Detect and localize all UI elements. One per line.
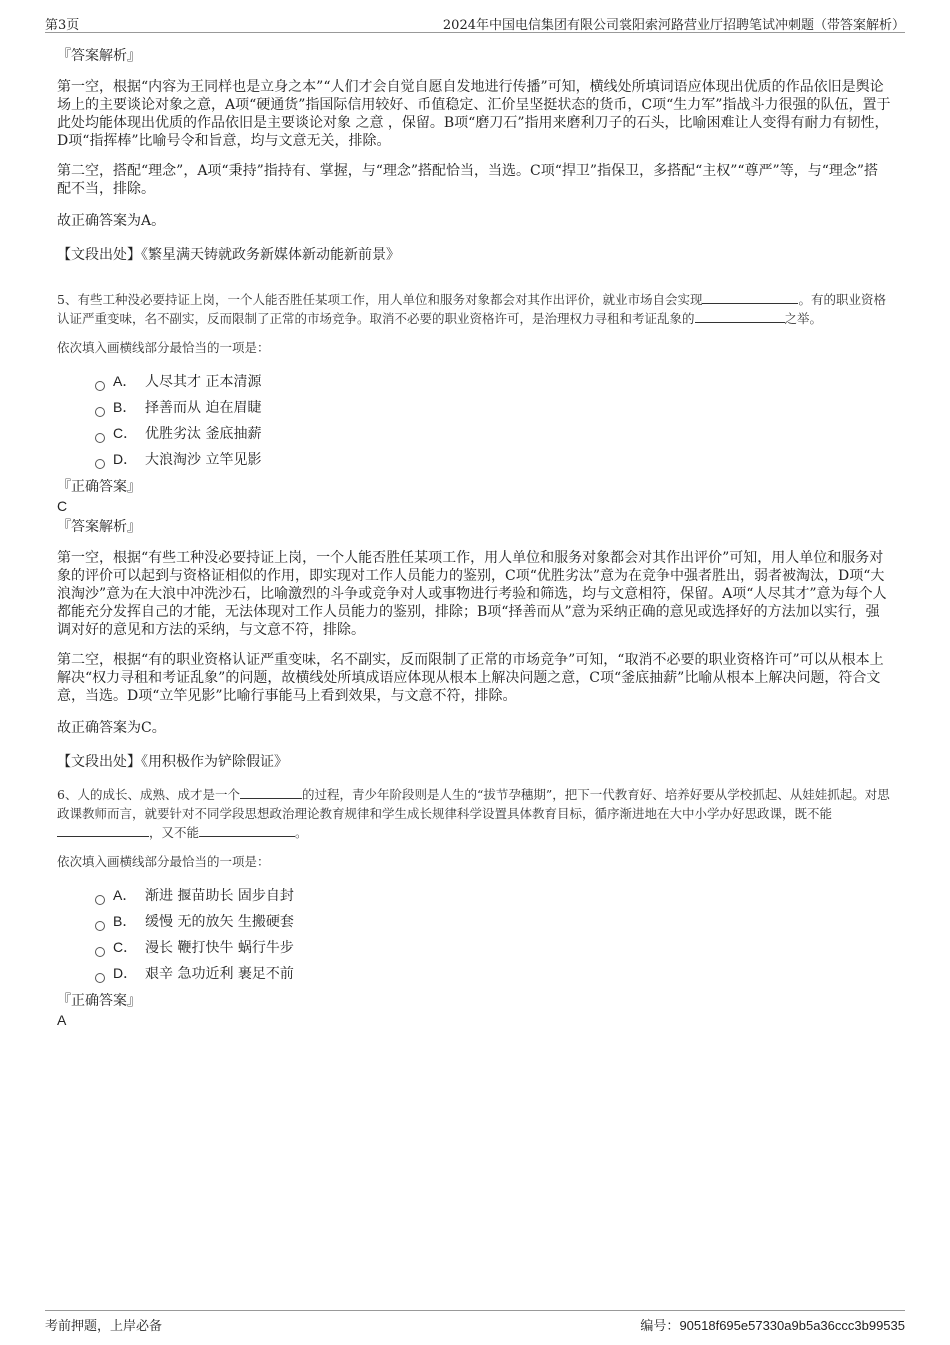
analysis-paragraph: 第二空，根据“有的职业资格认证严重变味，名不副实，反而限制了正常的市场竞争”可知，“取消不必要的职业资格许可”可以从根本上解决“权力寻租和考证乱象”的问题，故横线处所填成语应体现从根本上解决问题之意，C项“釜底抽薪”比喻从根本上解决问题，符合文意，当选。D项“立竿见影”比喻行事能马上看到效果，与文意不符，排除。 [57,652,884,704]
blank-line [695,309,785,323]
analysis-paragraph: 第一空，根据“有些工种没必要持证上岗，一个人能否胜任某项工作，用人单位和服务对象都会对其作出评价”可知，用人单位和服务对象的评价可以起到与资格证相似的作用，即实现对工作人员能力的鉴别，C项“优胜劣汰”意为在竞争中强者胜出，弱者被淘汰，D项“大浪淘沙”意为在大浪中冲洗沙石，比喻激烈的斗争或竞争对人或事物进行考验和筛选，均与文意相符，保留。A项“人尽其才”意为每个人都能充分发挥自己的才能，无法体现对工作人员能力的鉴别，排除；B项“择善而从”意为采纳正确的意见或选择好的方法加以实行，强调对好的意见和方法的采纳，与文意不符，排除。 [57,550,887,638]
blank-line [57,823,149,837]
question-stem: 5、有些工种没必要持证上岗，一个人能否胜任某项工作，用人单位和服务对象都会对其作出评价，就业市场自会实现 。有的职业资格认证严重变味，名不副实，反而限制了正常的市场竞争。取消不必要的职业资格许可，是治理权力寻租和考证乱象的 之举。 [57,292,886,326]
correct-answer-label: 『正确答案』 [57,993,141,1009]
analysis-paragraph: 第二空，搭配“理念”，A项“秉持”指持有、掌握，与“理念”搭配恰当，当选。C项“捍卫”指保卫，多搭配“主权”“尊严”等，与“理念”搭配不当，排除。 [57,163,879,197]
option-c[interactable]: C． 优胜劣汰 釜底抽薪 [95,423,892,449]
option-b[interactable]: B． 择善而从 迫在眉睫 [95,397,892,423]
blank-line [199,823,295,837]
page-footer [45,1310,905,1335]
radio-icon[interactable] [95,433,105,443]
analysis-paragraph: 第一空，根据“内容为王同样也是立身之本”“人们才会自觉自愿自发地进行传播”可知，横线处所填词语应体现出优质的作品依旧是舆论场上的主要谈论对象之意，A项“硬通货”指国际信用较好、币值稳定、汇价呈坚挺状态的货币，C项“生力军”指战斗力很强的队伍，置于此处均能体现出优质的作品依旧是主要谈论对象 之意 ，保留。B项“磨刀石”指用来磨利刀子的石头，比喻困难让人变得有耐力有韧性，D项“指挥棒”比喻号令和旨意，均与文意无关，排除。 [57,79,891,149]
blank-line [702,290,798,304]
radio-icon[interactable] [95,973,105,983]
option-d[interactable]: D． 艰辛 急功近利 裹足不前 [95,963,892,989]
radio-icon[interactable] [95,947,105,957]
option-a[interactable]: A． 渐进 揠苗助长 固步自封 [95,885,892,911]
radio-icon[interactable] [95,921,105,931]
conclusion-text: 故正确答案为C。 [57,720,166,736]
document-title: 2024年中国电信集团有限公司裳阳索河路营业厅招聘笔试冲刺题（带答案解析） [442,18,905,33]
question-prompt: 依次填入画横线部分最恰当的一项是： [57,854,270,869]
question-stem: 6、人的成长、成熟、成才是一个 的过程，青少年阶段则是人生的“拔节孕穗期”，把下一代教育好、培养好要从学校抓起、从娃娃抓起。对思政课教师而言，就要针对不同学段思想政治理论教育规律和学生成长规律科学设置具体教育目标，循序渐进地在大中小学办好思政课，既不能，又不能 。 [57,787,890,840]
correct-answer: A [57,1012,67,1028]
radio-icon[interactable] [95,895,105,905]
analysis-label: 『答案解析』 [57,48,141,64]
conclusion-text: 故正确答案为A。 [57,213,166,229]
correct-answer: C [57,498,68,514]
page-content [57,46,892,1029]
options-list [95,885,892,989]
option-b[interactable]: B． 缓慢 无的放矢 生搬硬套 [95,911,892,937]
correct-answer-label: 『正确答案』 [57,479,141,495]
document-code: 编号：90518f695e57330a9b5a36ccc3b99535 [640,1318,905,1334]
radio-icon[interactable] [95,381,105,391]
radio-icon[interactable] [95,407,105,417]
blank-line [240,785,302,799]
footer-slogan: 考前押题，上岸必备 [45,1319,163,1334]
options-list [95,371,892,475]
page-header [45,12,905,33]
source-text: 【文段出处】《繁星满天铸就政务新媒体新动能新前景》 [57,247,400,263]
source-text: 【文段出处】《用积极作为铲除假证》 [57,754,288,770]
option-a[interactable]: A． 人尽其才 正本清源 [95,371,892,397]
option-d[interactable]: D． 大浪淘沙 立竿见影 [95,449,892,475]
question-prompt: 依次填入画横线部分最恰当的一项是： [57,340,270,355]
page-number: 第3页 [45,18,80,33]
analysis-label: 『答案解析』 [57,519,141,535]
option-c[interactable]: C． 漫长 鞭打快牛 蜗行牛步 [95,937,892,963]
radio-icon[interactable] [95,459,105,469]
